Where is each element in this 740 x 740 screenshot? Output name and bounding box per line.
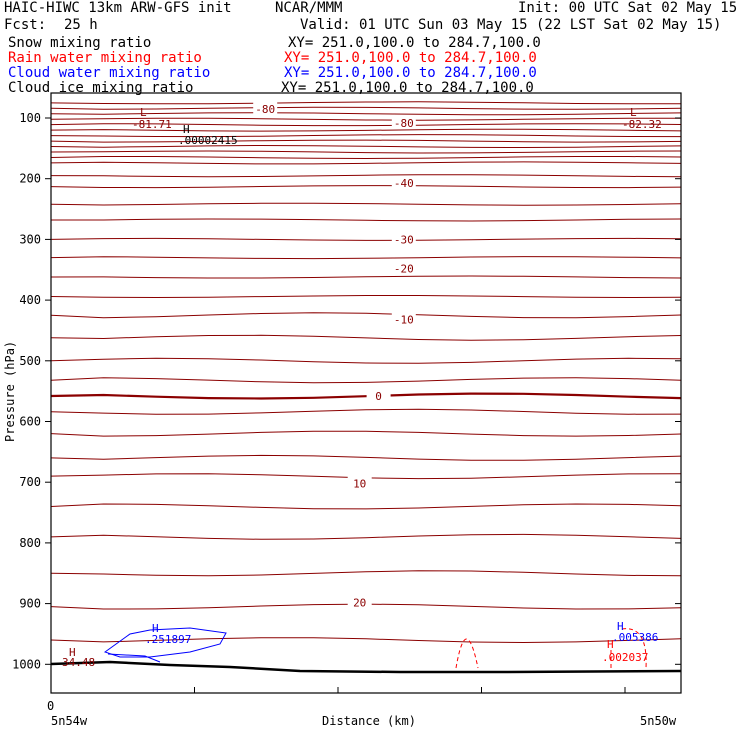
temperature-contour-17	[51, 257, 681, 259]
temperature-contour-26	[51, 431, 681, 436]
y-tick-label-100: 100	[19, 111, 41, 125]
extremum-H-6: H	[607, 638, 614, 651]
temperature-contour-19	[51, 296, 681, 298]
extremum-value-6: .002037	[602, 651, 649, 664]
temperature-contour-16	[51, 238, 681, 240]
extremum-value-4: 34.48	[62, 656, 96, 669]
cloud-ice-field-name: Cloud ice mixing ratio	[8, 80, 194, 96]
temperature-contour-27	[51, 455, 681, 460]
temperature-contour-31	[51, 571, 681, 576]
contour-label-0: -80	[255, 102, 276, 116]
temperature-contour-0	[51, 102, 681, 104]
contour-label-5: -10	[393, 313, 414, 327]
temperature-contour-9	[51, 151, 681, 153]
y-tick-label-300: 300	[19, 232, 41, 247]
temperature-contour-14	[51, 203, 681, 205]
extremum-H-2: H	[183, 123, 190, 136]
temperature-contour-10	[51, 157, 681, 159]
init-time: Init: 00 UTC Sat 02 May 15	[518, 0, 738, 16]
cloud-water-field-xy: XY= 251.0,100.0 to 284.7,100.0	[284, 65, 537, 81]
extremum-value-3: .251897	[145, 633, 192, 646]
temperature-contour-22	[51, 358, 681, 363]
extremum-H-5: H	[617, 620, 624, 633]
forecast-hour: 25 h	[64, 17, 98, 33]
cloud-ice-field-xy: XY= 251.0,100.0 to 284.7,100.0	[281, 80, 534, 96]
y-tick-label-500: 500	[19, 353, 41, 368]
temperature-contour-6	[51, 135, 681, 137]
terrain-line	[51, 662, 681, 672]
y-tick-label-700: 700	[19, 475, 41, 490]
x-end-label: 5n50w	[640, 714, 677, 728]
extremum-H-4: H	[69, 646, 76, 659]
extremum-value-1: -82.32	[622, 118, 662, 131]
temperature-contours	[51, 102, 681, 643]
extremum-value-5: .005386	[612, 631, 659, 644]
temperature-contour-29	[51, 504, 681, 509]
y-tick-label-900: 900	[19, 596, 41, 611]
forecast-label: Fcst:	[4, 17, 47, 33]
temperature-contour-23	[51, 378, 681, 383]
rain-field-xy: XY= 251.0,100.0 to 284.7,100.0	[284, 50, 537, 66]
temperature-contour-21	[51, 335, 681, 340]
valid-time: Valid: 01 UTC Sun 03 May 15 (22 LST Sat 02 May 15)	[300, 17, 722, 33]
x-tick-label-0: 0	[47, 699, 55, 713]
center-label: NCAR/MMM	[275, 0, 343, 16]
contour-label-4: -20	[393, 262, 414, 276]
extremum-L-1: L	[630, 106, 637, 119]
contour-label-7: 10	[353, 477, 367, 491]
moisture-features	[51, 106, 681, 672]
temperature-contour-13	[51, 186, 681, 188]
temperature-contour-24	[51, 394, 681, 399]
contour-label-8: 20	[353, 596, 367, 610]
temperature-contour-8	[51, 146, 681, 148]
extremum-value-0: -81.71	[132, 118, 172, 131]
extremum-L-0: L	[140, 106, 147, 119]
snow-field-name: Snow mixing ratio	[8, 35, 152, 51]
snow-field-xy: XY= 251.0,100.0 to 284.7,100.0	[288, 35, 541, 51]
temperature-contour-7	[51, 140, 681, 142]
temperature-contour-30	[51, 534, 681, 539]
extremum-H-3: H	[152, 622, 159, 635]
rain-field-name: Rain water mixing ratio	[8, 50, 202, 66]
temperature-contour-15	[51, 219, 681, 221]
y-tick-label-600: 600	[19, 414, 41, 429]
y-tick-label-200: 200	[19, 171, 41, 186]
x-start-label: 5n54w	[51, 714, 88, 728]
y-axis-label: Pressure (hPa)	[3, 340, 17, 442]
x-axis-label: Distance (km)	[322, 714, 416, 728]
temperature-contour-12	[51, 175, 681, 177]
axes	[12, 111, 681, 693]
temperature-contour-11	[51, 162, 681, 164]
rain-water-contour	[456, 639, 478, 668]
extremum-value-2: .00002415	[178, 134, 238, 147]
temperature-contour-25	[51, 409, 681, 414]
y-tick-label-400: 400	[19, 293, 41, 308]
contour-label-2: -40	[393, 176, 414, 190]
cloud-water-field-name: Cloud water mixing ratio	[8, 65, 211, 81]
y-tick-label-1000: 1000	[12, 657, 41, 672]
y-tick-label-800: 800	[19, 535, 41, 550]
model-title: HAIC-HIWC 13km ARW-GFS init	[4, 0, 232, 16]
temperature-contour-20	[51, 313, 681, 318]
temperature-contour-18	[51, 276, 681, 278]
contour-label-3: -30	[393, 233, 414, 247]
contour-label-1: -80	[393, 116, 414, 130]
contour-label-6: 0	[375, 390, 382, 404]
